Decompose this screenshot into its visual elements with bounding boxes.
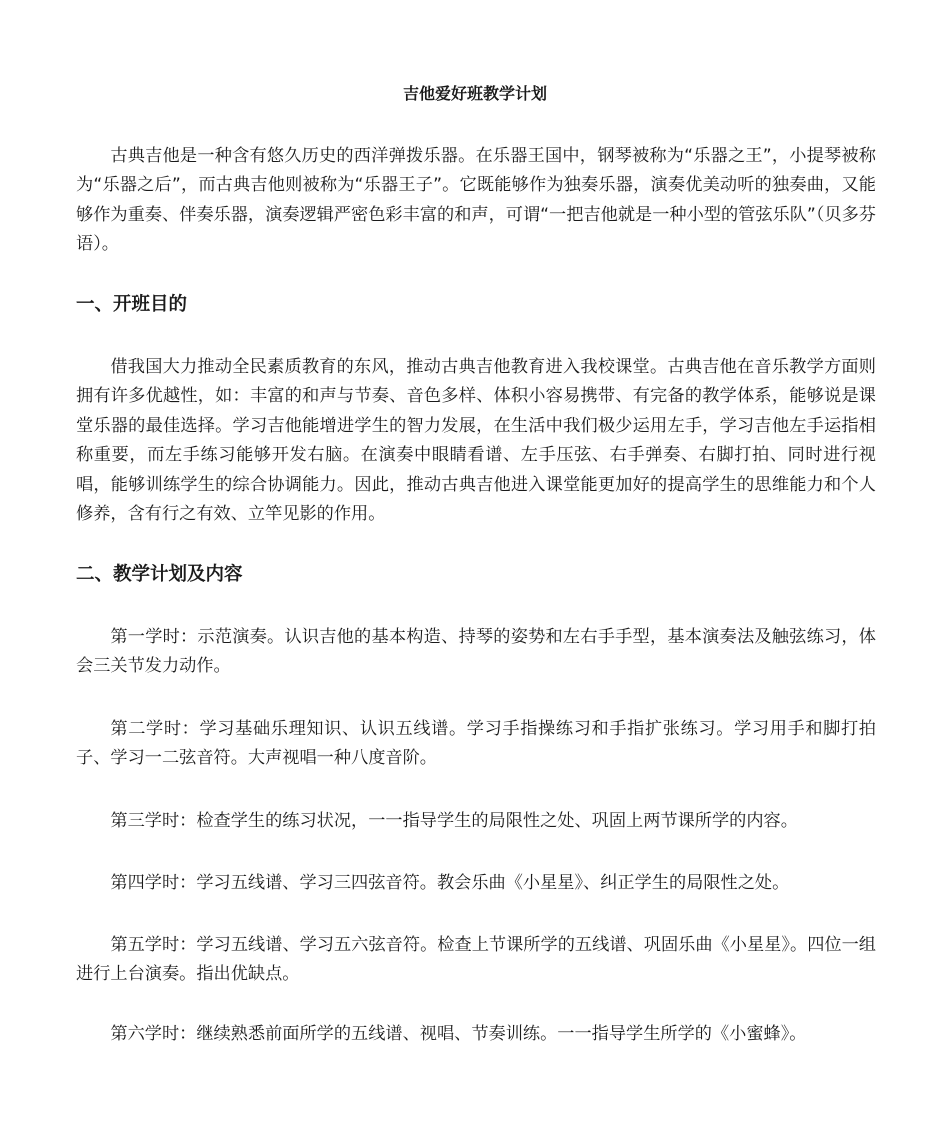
- lesson-paragraph: 第一学时：示范演奏。认识吉他的基本构造、持琴的姿势和左右手手型，基本演奏法及触弦练习，体会三关节发力动作。: [76, 627, 876, 677]
- lesson-paragraph: 第四学时：学习五线谱、学习三四弦音符。教会乐曲《小星星》、纠正学生的局限性之处。: [110, 873, 790, 893]
- lesson-paragraph: 第六学时：继续熟悉前面所学的五线谱、视唱、节奏训练。一一指导学生所学的《小蜜蜂》。: [110, 1024, 807, 1044]
- section-heading-plan: 二、教学计划及内容: [76, 564, 243, 585]
- lesson-paragraph: 第五学时：学习五线谱、学习五六弦音符。检查上节课所学的五线谱、巩固乐曲《小星星》。四位一组进行上台演奏。指出优缺点。: [76, 935, 876, 985]
- lesson-paragraph: 第二学时：学习基础乐理知识、认识五线谱。学习手指操练习和手指扩张练习。学习用手和脚打拍子、学习一二弦音符。大声视唱一种八度音阶。: [76, 719, 876, 769]
- section-heading-purpose: 一、开班目的: [76, 294, 188, 315]
- lesson-paragraph: 第三学时：检查学生的练习状况，一一指导学生的局限性之处、巩固上两节课所学的内容。: [110, 811, 798, 831]
- document-title: 吉他爱好班教学计划: [402, 84, 547, 103]
- intro-paragraph: 古典吉他是一种含有悠久历史的西洋弹拨乐器。在乐器王国中，钢琴被称为“乐器之王”，小提琴被称为“乐器之后”，而古典吉他则被称为“乐器王子”。它既能够作为独奏乐器，演奏优美动听的独奏曲，又能够作为重奏、伴奏乐器，演奏逻辑严密色彩丰富的和声，可谓“一把吉他就是一种小型的管弦乐队”（贝多芬语）。: [76, 146, 876, 255]
- purpose-paragraph: 借我国大力推动全民素质教育的东风，推动古典吉他教育进入我校课堂。古典吉他在音乐教学方面则拥有许多优越性，如：丰富的和声与节奏、音色多样、体积小容易携带、有完备的教学体系，能够说是课堂乐器的最佳选择。学习吉他能增进学生的智力发展，在生活中我们极少运用左手，学习吉他左手运指相称重要，而左手练习能够开发右脑。在演奏中眼睛看谱、左手压弦、右手弹奏、右脚打拍、同时进行视唱，能够训练学生的综合协调能力。因此，推动古典吉他进入课堂能更加好的提高学生的思维能力和个人修养，含有行之有效、立竿见影的作用。: [76, 357, 876, 525]
